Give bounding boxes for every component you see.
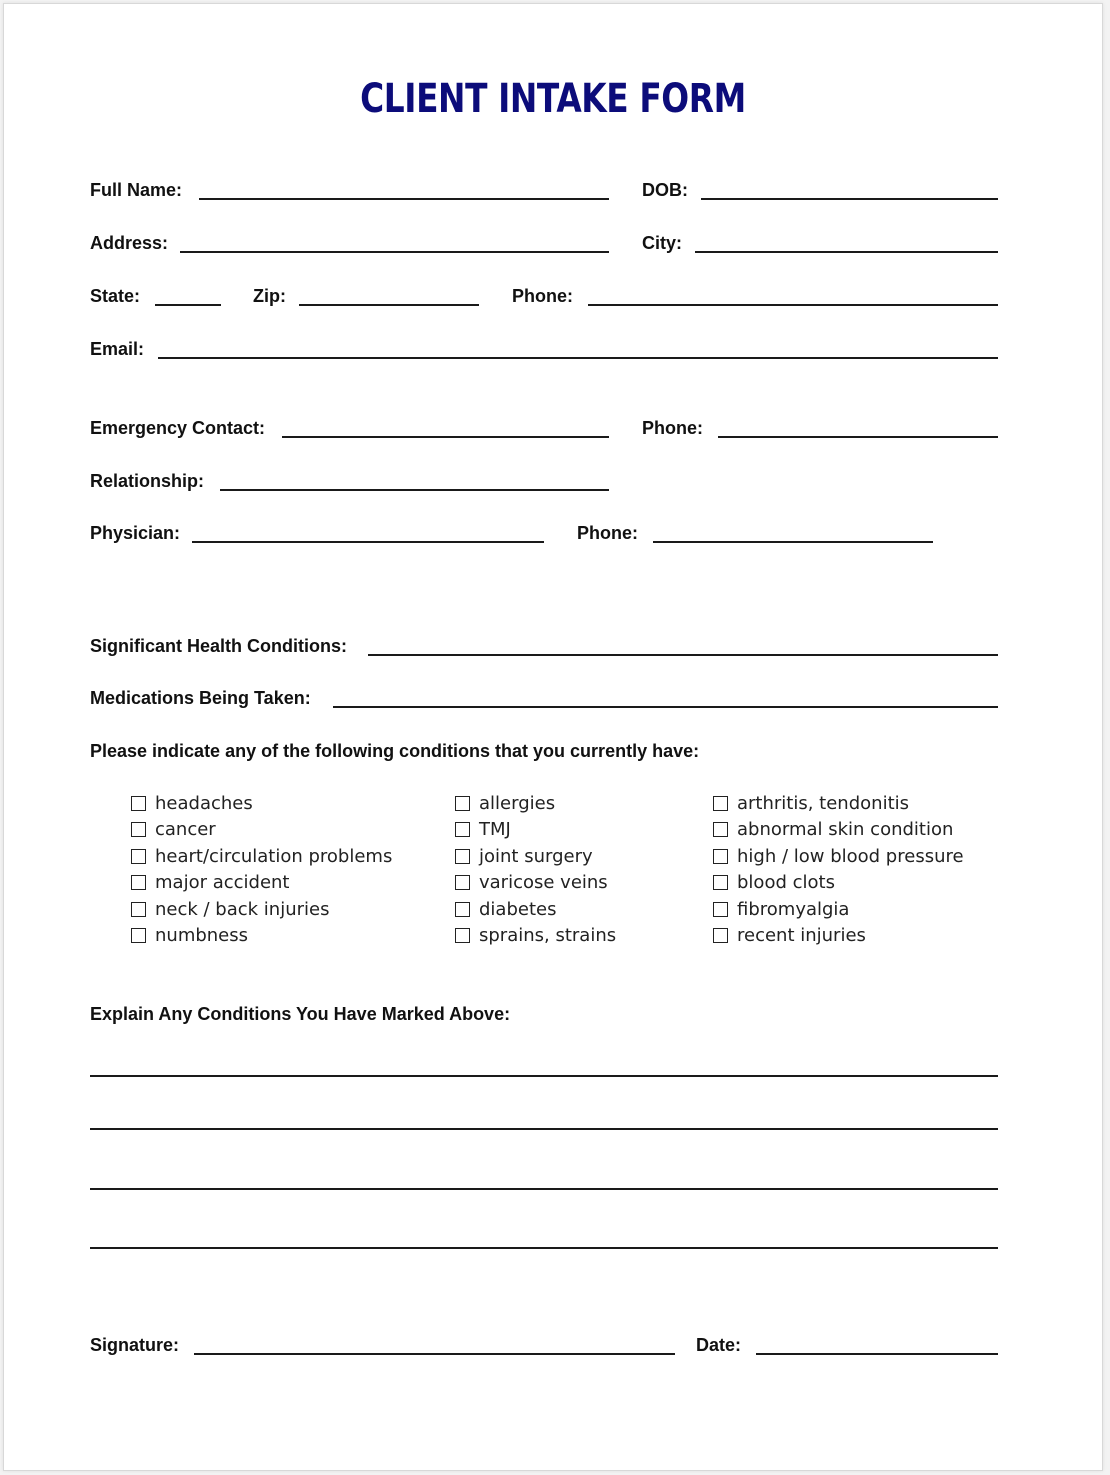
checkbox[interactable] (131, 928, 146, 943)
state-label: State: (90, 286, 141, 306)
condition-label: neck / back injuries (155, 899, 330, 920)
checkbox[interactable] (131, 875, 146, 890)
checkbox[interactable] (713, 875, 728, 890)
condition-arthritis-tendonitis[interactable] (713, 793, 909, 814)
condition-tmj[interactable] (455, 819, 511, 840)
explain-line-1[interactable] (90, 1075, 998, 1077)
condition-label: varicose veins (479, 872, 608, 893)
checkbox[interactable] (131, 822, 146, 837)
condition-sprains-strains[interactable] (455, 925, 616, 946)
condition-label: abnormal skin condition (737, 819, 954, 840)
relationship-field[interactable] (220, 489, 609, 491)
checkbox[interactable] (455, 875, 470, 890)
explain-line-2[interactable] (90, 1128, 998, 1130)
address-label: Address: (90, 233, 169, 253)
condition-label: heart/circulation problems (155, 846, 393, 867)
checkbox[interactable] (455, 796, 470, 811)
checkbox[interactable] (713, 902, 728, 917)
emergency-phone-label: Phone: (642, 418, 703, 438)
explain-label: Explain Any Conditions You Have Marked Above: (90, 1004, 511, 1024)
condition-label: fibromyalgia (737, 899, 850, 920)
form-page (3, 3, 1103, 1471)
full-name-label: Full Name: (90, 180, 183, 200)
condition-numbness[interactable] (131, 925, 248, 946)
relationship-label: Relationship: (90, 471, 205, 491)
zip-field[interactable] (299, 304, 479, 306)
condition-label: TMJ (479, 819, 511, 840)
condition-cancer[interactable] (131, 819, 216, 840)
checkbox[interactable] (131, 902, 146, 917)
condition-label: diabetes (479, 899, 557, 920)
condition-label: allergies (479, 793, 556, 814)
condition-neck-back-injuries[interactable] (131, 899, 329, 920)
date-field[interactable] (756, 1353, 998, 1355)
city-field[interactable] (695, 251, 998, 253)
emergency-contact-field[interactable] (282, 436, 609, 438)
signature-field[interactable] (194, 1353, 675, 1355)
condition-label: joint surgery (479, 846, 593, 867)
checkbox[interactable] (713, 796, 728, 811)
full-name-field[interactable] (199, 198, 609, 200)
condition-label: cancer (155, 819, 216, 840)
condition-label: arthritis, tendonitis (737, 793, 910, 814)
explain-line-4[interactable] (90, 1247, 998, 1249)
form-title: CLIENT INTAKE FORM (360, 76, 746, 122)
condition-recent-injuries[interactable] (713, 925, 866, 946)
medications-label: Medications Being Taken: (90, 688, 311, 708)
email-label: Email: (90, 339, 145, 359)
condition-fibromyalgia[interactable] (713, 899, 849, 920)
condition-major-accident[interactable] (131, 872, 290, 893)
medications-field[interactable] (333, 706, 998, 708)
zip-label: Zip: (253, 286, 286, 306)
phone-label: Phone: (512, 286, 573, 306)
physician-phone-field[interactable] (653, 541, 933, 543)
checkbox[interactable] (455, 849, 470, 864)
condition-varicose-veins[interactable] (455, 872, 608, 893)
dob-label: DOB: (642, 180, 688, 200)
condition-label: headaches (155, 793, 253, 814)
condition-label: sprains, strains (479, 925, 617, 946)
checkbox[interactable] (713, 822, 728, 837)
condition-label: major accident (155, 872, 290, 893)
checkbox[interactable] (713, 849, 728, 864)
condition-label: high / low blood pressure (737, 846, 964, 867)
health-conditions-field[interactable] (368, 654, 998, 656)
condition-blood-pressure[interactable] (713, 846, 964, 867)
conditions-prompt: Please indicate any of the following conditions that you currently have: (90, 741, 700, 761)
email-field[interactable] (158, 357, 998, 359)
emergency-contact-label: Emergency Contact: (90, 418, 266, 438)
checkbox[interactable] (455, 822, 470, 837)
condition-headaches[interactable] (131, 793, 253, 814)
condition-abnormal-skin[interactable] (713, 819, 953, 840)
condition-blood-clots[interactable] (713, 872, 835, 893)
physician-field[interactable] (192, 541, 544, 543)
checkbox[interactable] (455, 902, 470, 917)
date-label: Date: (696, 1335, 742, 1355)
emergency-phone-field[interactable] (718, 436, 998, 438)
physician-phone-label: Phone: (577, 523, 638, 543)
physician-label: Physician: (90, 523, 181, 543)
phone-field[interactable] (588, 304, 998, 306)
checkbox[interactable] (131, 849, 146, 864)
health-conditions-label: Significant Health Conditions: (90, 636, 347, 656)
signature-label: Signature: (90, 1335, 180, 1355)
city-label: City: (642, 233, 682, 253)
address-field[interactable] (180, 251, 609, 253)
condition-joint-surgery[interactable] (455, 846, 593, 867)
dob-field[interactable] (701, 198, 998, 200)
explain-line-3[interactable] (90, 1188, 998, 1190)
state-field[interactable] (155, 304, 221, 306)
checkbox[interactable] (713, 928, 728, 943)
condition-diabetes[interactable] (455, 899, 556, 920)
checkbox[interactable] (455, 928, 470, 943)
condition-label: numbness (155, 925, 249, 946)
condition-heart-circulation[interactable] (131, 846, 392, 867)
condition-allergies[interactable] (455, 793, 555, 814)
checkbox[interactable] (131, 796, 146, 811)
condition-label: blood clots (737, 872, 835, 893)
condition-label: recent injuries (737, 925, 866, 946)
